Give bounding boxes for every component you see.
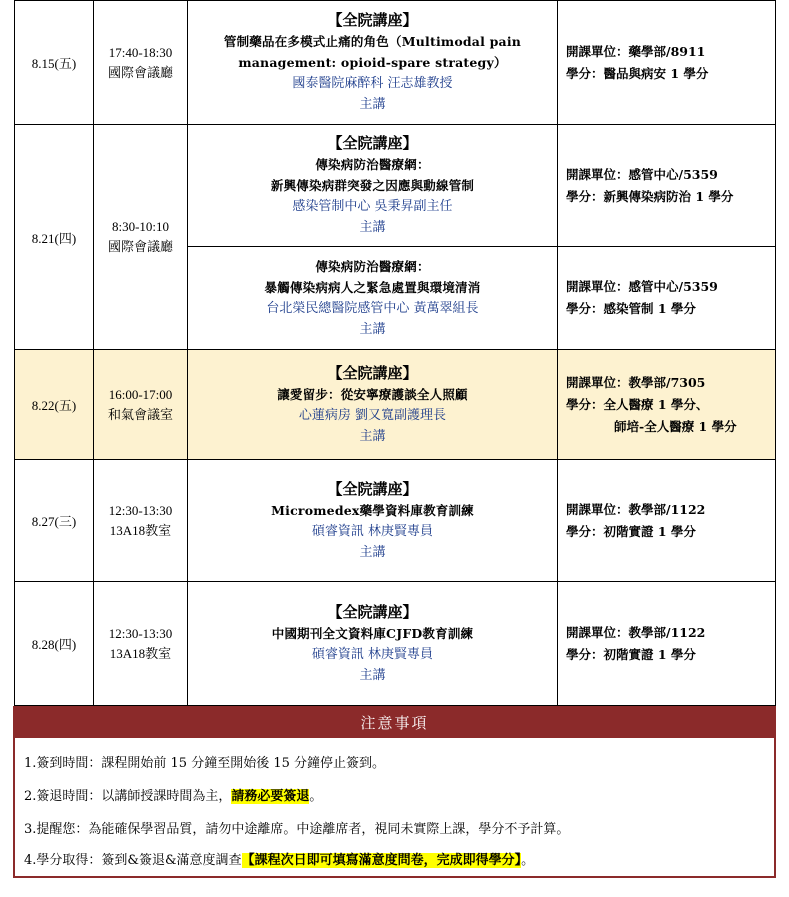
notice-text: 1.簽到時間：課程開始前 15 分鐘至開始後 15 分鐘停止簽到。 <box>24 756 386 771</box>
speaker: 碩睿資訊 林庚賢專員 <box>311 646 434 662</box>
lecture-title: management: opioid-spare strategy） <box>238 55 507 70</box>
notice-text-end: 。 <box>309 789 323 804</box>
lecture-title: 中國期刊全文資料庫CJFD教育訓練 <box>271 625 474 641</box>
time-cell <box>94 350 188 460</box>
credit-cell <box>558 125 776 247</box>
lecture-title: 管制藥品在多模式止痛的角色（Multimodal pain <box>223 34 522 49</box>
lecture-heading: 【全院講座】 <box>327 11 418 29</box>
host-label: 主講 <box>359 428 386 444</box>
credit-cell <box>558 350 776 460</box>
credit-points: 學分：醫品與病安 1 學分 <box>566 65 709 81</box>
topic-cell <box>188 582 558 706</box>
table-row <box>15 350 776 460</box>
notice-title: 注意事項 <box>15 708 774 738</box>
credit-unit: 開課單位：感管中心/5359 <box>566 166 718 182</box>
venue: 國際會議廳 <box>107 64 173 80</box>
time-cell <box>94 460 188 582</box>
credit-unit: 開課單位：藥學部/8911 <box>566 43 706 59</box>
topic-cell <box>188 247 558 350</box>
credit-points: 學分：初階實證 1 學分 <box>566 646 696 662</box>
credit-points: 學分：感染管制 1 學分 <box>566 301 696 316</box>
credit-points: 學分：全人醫療 1 學分、 <box>566 396 709 412</box>
date-cell: 8.15(五) <box>15 1 94 125</box>
credit-points: 學分：新興傳染病防治 1 學分 <box>566 188 734 204</box>
topic-cell <box>188 125 558 247</box>
lecture-title: 讓愛留步：從安寧療護談全人照顧 <box>277 386 468 402</box>
lecture-heading: 【全院講座】 <box>327 602 418 621</box>
date-cell: 8.22(五) <box>15 350 94 460</box>
credit-unit: 開課單位：教學部/7305 <box>566 374 706 390</box>
speaker: 碩睿資訊 林庚賢專員 <box>311 523 434 539</box>
venue: 國際會議廳 <box>107 239 173 254</box>
time-range: 12:30-13:30 <box>108 625 173 641</box>
schedule-table <box>14 0 776 706</box>
notice-box <box>13 706 776 878</box>
credit-cell <box>558 247 776 350</box>
lecture-heading: 【全院講座】 <box>327 134 418 152</box>
date-cell: 8.27(三) <box>15 460 94 582</box>
lecture-heading: 【全院講座】 <box>327 363 418 382</box>
credit-unit: 開課單位：感管中心/5359 <box>566 279 718 294</box>
time-cell <box>94 125 188 350</box>
host-label: 主講 <box>359 667 386 683</box>
date-cell: 8.21(四) <box>15 125 94 350</box>
notice-highlight: 【課程次日即可填寫滿意度問卷，完成即得學分】 <box>241 853 522 868</box>
host-label: 主講 <box>359 544 386 560</box>
speaker: 心蓮病房 劉又寬副護理長 <box>298 407 447 423</box>
date-cell: 8.28(四) <box>15 582 94 706</box>
credit-points-extra: 師培-全人醫療 1 學分 <box>614 418 737 434</box>
lecture-title: 傳染病防治醫療網： <box>315 259 430 274</box>
venue: 和氣會議室 <box>107 406 173 422</box>
credit-unit: 開課單位：教學部/1122 <box>566 624 706 640</box>
host-label: 主講 <box>359 322 386 337</box>
topic-cell <box>188 1 558 125</box>
lecture-title: 傳染病防治醫療網： <box>315 157 430 172</box>
notice-highlight: 請務必要簽退 <box>231 789 310 804</box>
notice-text: 4.學分取得：簽到&簽退&滿意度調查 <box>24 853 242 868</box>
time-range: 16:00-17:00 <box>108 386 173 402</box>
lecture-title: Micromedex藥學資料庫教育訓練 <box>271 502 474 518</box>
topic-cell <box>188 460 558 582</box>
speaker: 國泰醫院麻醉科 汪志雄教授 <box>292 76 453 91</box>
lecture-title: 新興傳染病群突發之因應與動線管制 <box>270 178 475 193</box>
time-range: 8:30-10:10 <box>111 219 170 234</box>
table-row <box>15 125 776 247</box>
time-cell <box>94 582 188 706</box>
host-label: 主講 <box>359 220 386 235</box>
host-label: 主講 <box>359 97 386 112</box>
notice-item <box>24 818 569 837</box>
notice-item <box>24 752 385 771</box>
credit-cell <box>558 460 776 582</box>
table-row <box>15 582 776 706</box>
venue: 13A18教室 <box>109 522 172 538</box>
time-range: 12:30-13:30 <box>108 502 173 518</box>
notice-item <box>24 849 534 868</box>
time-range: 17:40-18:30 <box>108 44 173 60</box>
topic-cell <box>188 350 558 460</box>
table-row <box>15 1 776 125</box>
notice-text: 3.提醒您：為能確保學習品質，請勿中途離席。中途離席者，視同未實際上課，學分不予計算。 <box>24 822 570 837</box>
notice-text-end: 。 <box>521 853 535 868</box>
credit-cell <box>558 1 776 125</box>
speaker: 感染管制中心 吳秉昇副主任 <box>292 199 453 214</box>
time-cell <box>94 1 188 125</box>
speaker: 台北榮民總醫院感管中心 黃萬翠組長 <box>266 301 479 316</box>
notice-text: 2.簽退時間：以講師授課時間為主， <box>24 789 232 804</box>
lecture-heading: 【全院講座】 <box>327 479 418 498</box>
lecture-title: 暴觸傳染病病人之緊急處置與環境清消 <box>264 280 481 295</box>
table-row <box>15 460 776 582</box>
credit-points: 學分：初階實證 1 學分 <box>566 523 696 539</box>
credit-unit: 開課單位：教學部/1122 <box>566 501 706 517</box>
credit-cell <box>558 582 776 706</box>
venue: 13A18教室 <box>109 645 172 661</box>
notice-item <box>24 785 322 804</box>
